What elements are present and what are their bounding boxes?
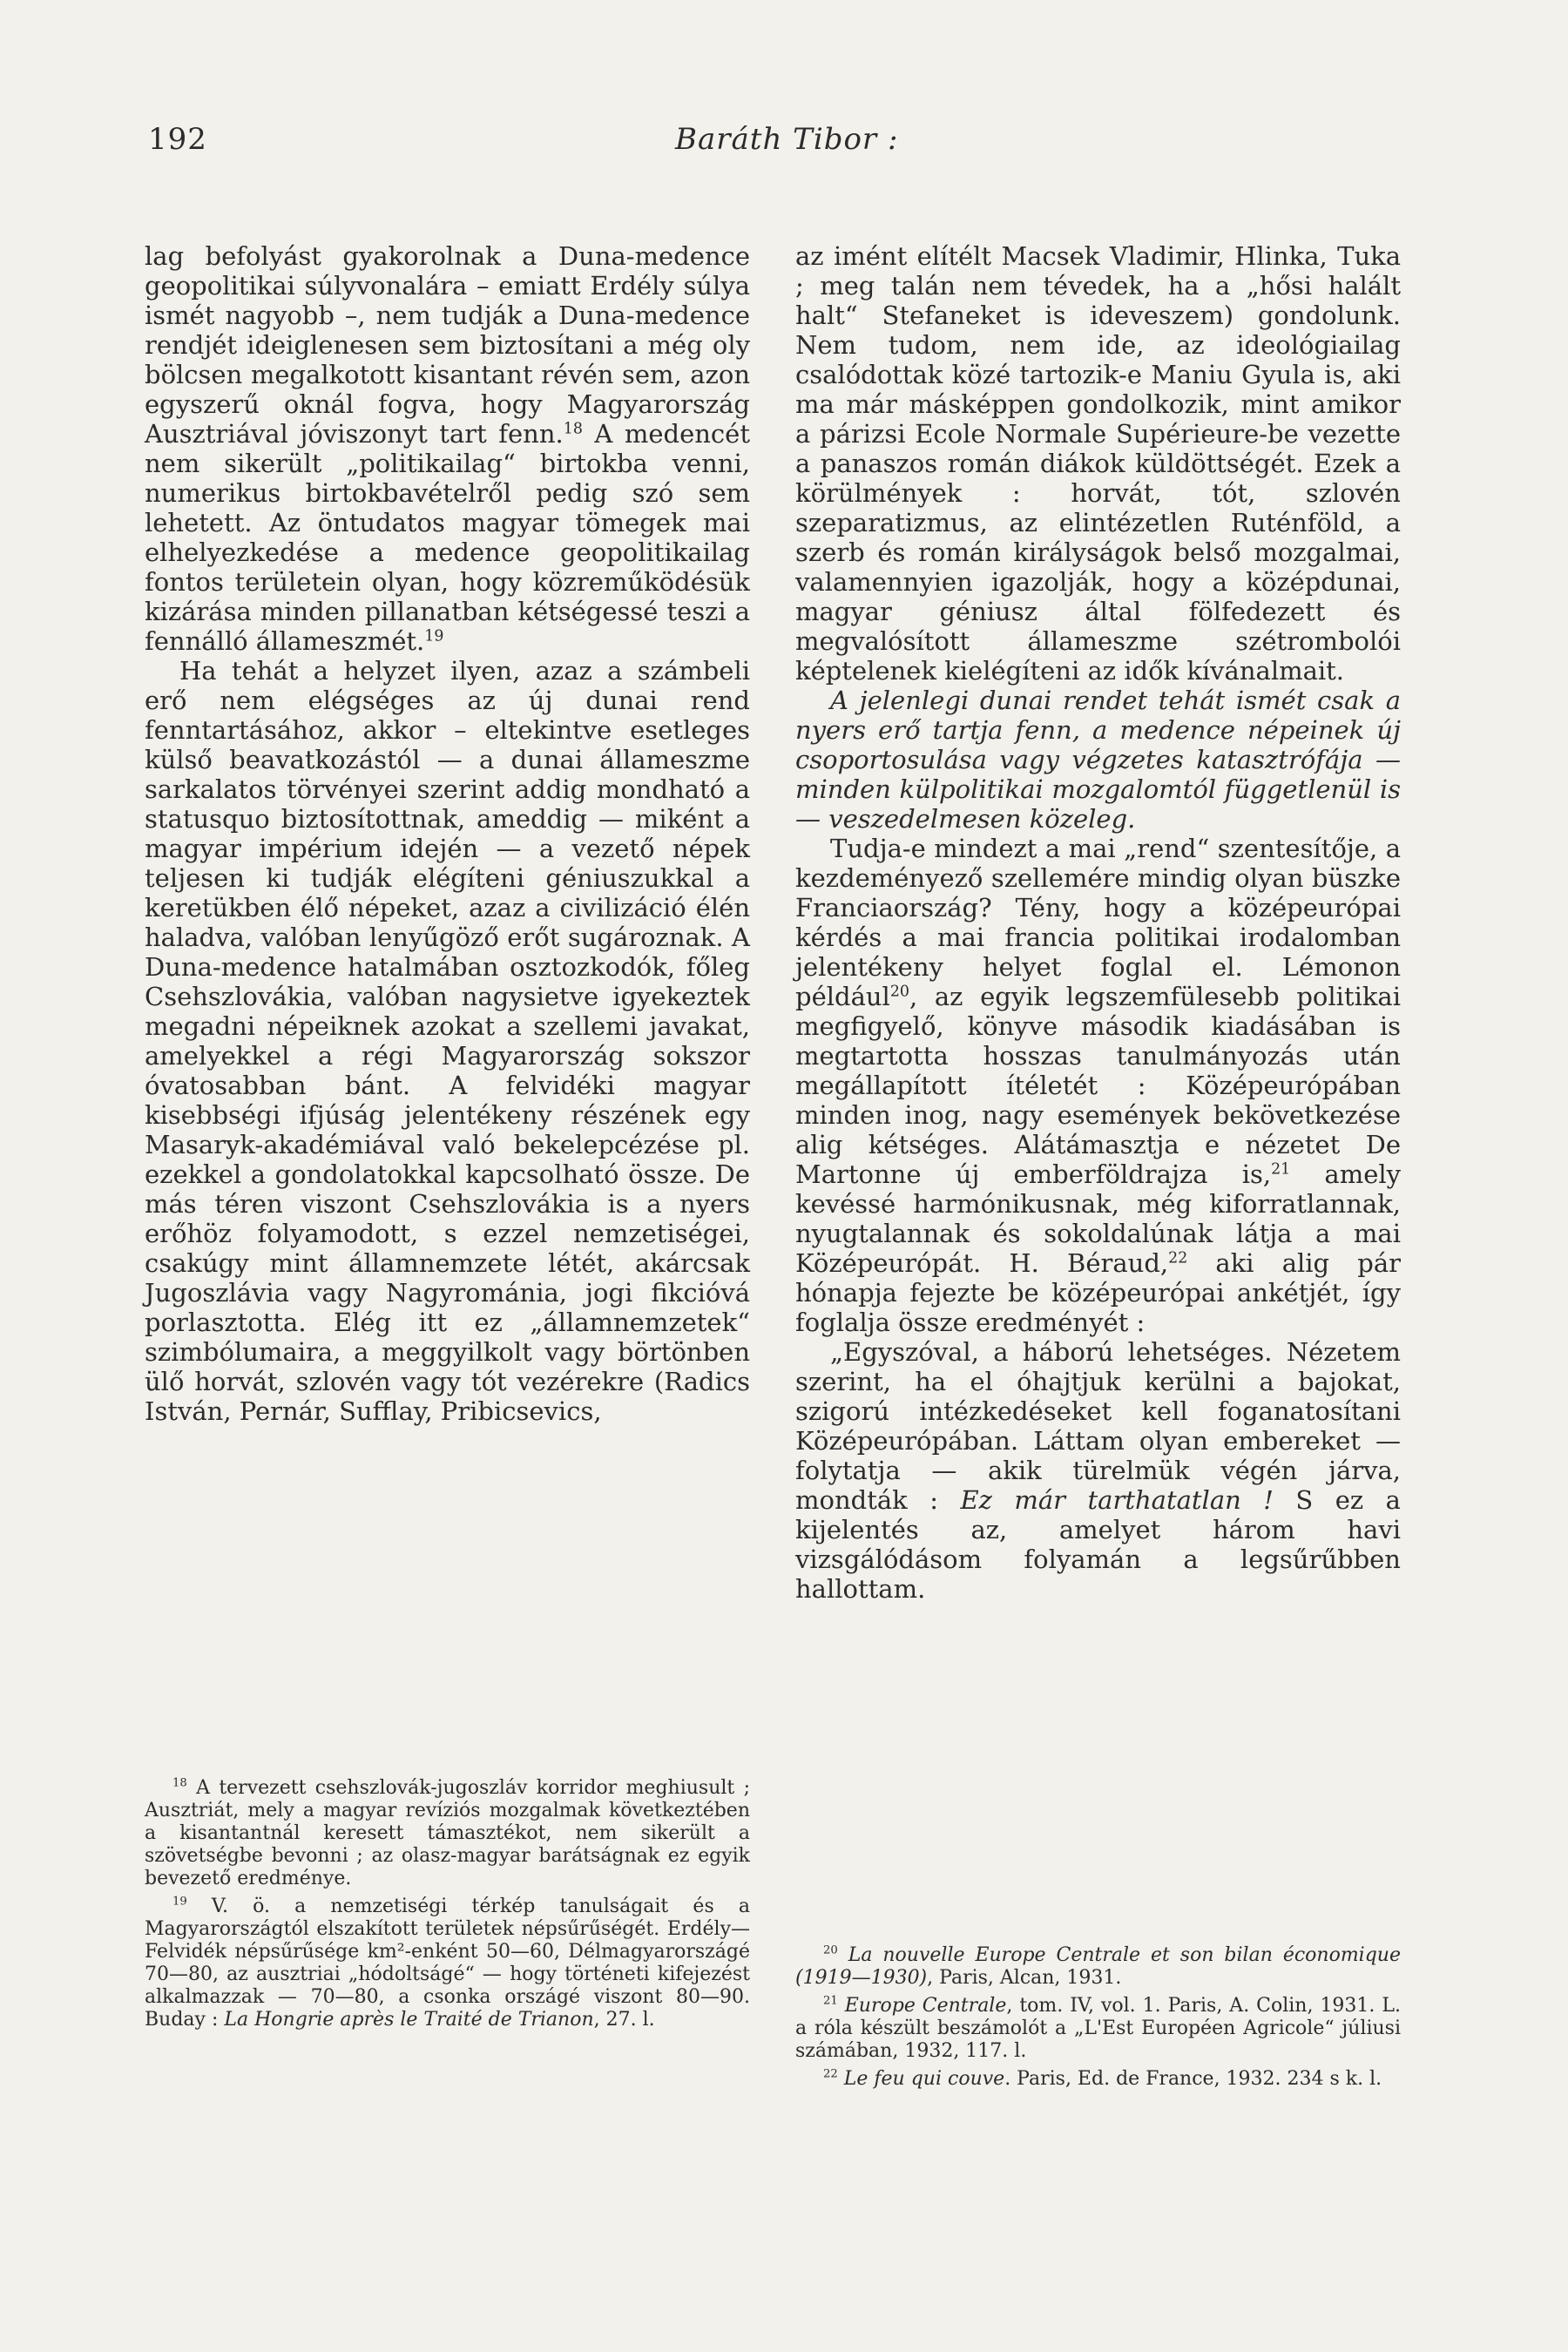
footnote-title: Le feu qui couve — [837, 2068, 1005, 2090]
left-paragraph-2: Ha tehát a helyzet ilyen, azaz a számbeli erő nem elégséges az új dunai rend fenntartásához, akkor – eltekintve esetleges külső beavatkozástól — a dunai állameszme sarkalatos törvényei szerint addig mondható a statusquo biztosítottnak, ameddig — miként a magyar impérium idején — a vezető népek teljesen ki tudják elégíteni géniuszukkal a keretükben élő népeket, azaz a civilizáció élén haladva, valóban lenyűgöző erőt sugároznak. A Duna-medence hatalmában osztozkodók, főleg Csehszlovákia, valóban nagysietve igyekeztek megadni népeiknek azokat a szellemi javakat, amelyekkel a régi Magyarország sokszor óvatosabban bánt. A felvidéki magyar kisebbségi ifjúság jelentékeny részének egy Masaryk-akadémiával való bekelepcézése pl. ezekkel a gondolatokkal kapcsolható össze. De más téren viszont Csehszlovákia is a nyers erőhöz folyamodott, s ezzel nemzetiségei, csakúgy mint államnemzete létét, akárcsak Jugoszlávia vagy Nagyrománia, jogi fikcióvá porlasztotta. Elég itt ez „államnemzetek“ szimbólumaira, a meggyilkolt vagy börtönben ülő horvát, szlovén vagy tót vezérekre (Radics István, Pernár, Sufflay, Pribicsevics, — [145, 656, 750, 1426]
right-paragraph-2-italic: A jelenlegi dunai rendet tehát ismét csak a nyers erő tartja fenn, a medence népeinek új csoportosulása vagy végzetes katasztrófája — minden külpolitikai mozgalomtól függetlenül is — veszedelmesen közeleg. — [795, 686, 1401, 834]
footnote-text: , 27. l. — [593, 2009, 655, 2031]
text-span: aki alig pár hónapja fejezte be középeurópai ankétjét, így foglalja össze eredményét : — [795, 1248, 1401, 1337]
footnote-title: La nouvelle Europe Centrale et son bilan économique (1919—1930) — [795, 1944, 1401, 1989]
footnote-text: , tom. IV, vol. 1. Paris, A. Colin, 1931. L. a róla készült beszámolót a „L'Est Européen Agricole“ júliusi számában, 1932, 117. l. — [795, 1995, 1401, 2062]
left-paragraph-1 — [145, 241, 750, 656]
footnote-text: , Paris, Alcan, 1931. — [927, 1967, 1122, 1989]
right-paragraph-4-quote — [795, 1337, 1401, 1604]
running-head: Baráth Tibor : — [675, 122, 899, 157]
footnote-ref-19: 19 — [424, 627, 444, 645]
page-number: 192 — [148, 122, 207, 157]
footnote-18 — [145, 1777, 750, 1890]
footnotes-left — [145, 1777, 750, 2037]
text-span: A medencét nem sikerült „politikailag“ birtokba venni, numerikus birtokbavételről pedig szó sem lehetett. Az öntudatos magyar tömegek mai elhelyezkedése a medence geopolitikailag fontos területein olyan, hogy közreműködésük kizárása minden pillanatban kétségessé teszi a fennálló állameszmét. — [145, 419, 750, 656]
footnote-title: Europe Centrale — [837, 1995, 1007, 2017]
footnote-20 — [795, 1944, 1401, 1990]
text-span: amely kevéssé harmónikusnak, még kiforratlannak, nyugtalannak és sokoldalúnak látja a mai Középeurópát. H. Béraud, — [795, 1159, 1402, 1278]
right-paragraph-1: az imént elítélt Macsek Vladimir, Hlinka, Tuka ; meg talán nem tévedek, ha a „hősi halált halt“ Stefaneket is ideveszem) gondolunk. Nem tudom, nem ide, az ideológiailag csalódottak közé tartozik-e Maniu Gyula is, aki ma már másképpen gondolkozik, mint amikor a párizsi Ecole Normale Supérieure-be vezette a panaszos román diákok küldöttségét. Ezek a körülmények : horvát, tót, szlovén szeparatizmus, az elintézetlen Ruténföld, a szerb és román királyságok belső mozgalmai, valamennyien igazolják, hogy a középdunai, magyar géniusz által fölfedezett és megvalósított állameszme szétrombolói képtelenek kielégíteni az idők kívánalmait. — [795, 241, 1401, 686]
italic-span: Ez már tarthatatlan ! — [960, 1485, 1274, 1515]
footnote-title: La Hongrie après le Traité de Trianon — [224, 2009, 594, 2031]
footnote-19 — [145, 1896, 750, 2031]
footnote-21 — [795, 1995, 1401, 2063]
text-span: , az egyik legszemfülesebb politikai megfigyelő, könyve második kiadásában is megtartotta hosszas tanulmányozás után megállapított ítéletét : Középeurópában minden inog, nagy események bekövetkezése alig kétséges. Alátámasztja e nézetet De Martonne új emberföldrajza is, — [795, 982, 1401, 1189]
text-span: „Egyszóval, a háború lehetséges. Nézetem szerint, ha el óhajtjuk kerülni a bajokat, szigorú intézkedéseket kell foganatosítani Középeurópában. Láttam olyan embereket — folytatja — akik türelmük végén járva, mondták : — [795, 1337, 1401, 1515]
right-paragraph-3 — [795, 834, 1401, 1337]
footnote-number: 22 — [823, 2067, 838, 2081]
text-span: Tudja-e mindezt a mai „rend“ szentesítője, a kezdeményező szellemére mindig olyan büszke Franciaország? Tény, hogy a középeurópai kérdés a mai francia politikai irodalomban jelentékeny helyet foglal el. Lémonon például — [795, 834, 1401, 1011]
footnote-text: A tervezett csehszlovák-jugoszláv korridor meghiusult ; Ausztriát, mely a magyar revíziós mozgalmak következtében a kisantantnál keresett támasztékot, nem sikerült a szövetségbe bevonni ; az olasz-magyar barátságnak ez egyik bevezető eredménye. — [145, 1777, 750, 1889]
text-span: S ez a kijelentés az, amelyet három havi vizsgálódásom folyamán a legsűrűbben hallottam. — [795, 1485, 1401, 1604]
footnote-ref-21: 21 — [1271, 1160, 1291, 1179]
footnote-text: . Paris, Ed. de France, 1932. 234 s k. l. — [1004, 2068, 1382, 2090]
right-column — [795, 241, 1401, 1604]
footnotes-right — [795, 1944, 1401, 2096]
footnote-22 — [795, 2068, 1401, 2091]
footnote-number: 19 — [172, 1895, 187, 1909]
footnote-number: 21 — [823, 1994, 838, 2008]
text-span: lag befolyást gyakorolnak a Duna-medence geopolitikai súlyvonalára – emiatt Erdély súlya ismét nagyobb –, nem tudják a Duna-medence rendjét ideiglenesen sem biztosítani a még oly bölcsen megalkotott kisantant révén sem, azon egyszerű oknál fogva, hogy Magyarország Ausztriával jóviszonyt tart fenn. — [145, 241, 750, 449]
footnote-text: V. ö. a nemzetiségi térkép tanulságait és a Magyarországtól elszakított területek népsűrűségét. Erdély—Felvidék népsűrűsége km²-enként 50—60, Délmagyarországé 70—80, az ausztriai „hódoltságé“ — hogy történeti kifejezést alkalmazzak — 70—80, a csonka országé viszont 80—90. Buday : — [145, 1896, 750, 2031]
footnote-ref-20: 20 — [889, 983, 909, 1001]
footnote-ref-22: 22 — [1168, 1249, 1188, 1267]
footnote-number: 20 — [823, 1943, 838, 1957]
footnote-number: 18 — [172, 1776, 187, 1790]
left-column — [145, 241, 750, 1426]
footnote-ref-18: 18 — [563, 420, 583, 438]
